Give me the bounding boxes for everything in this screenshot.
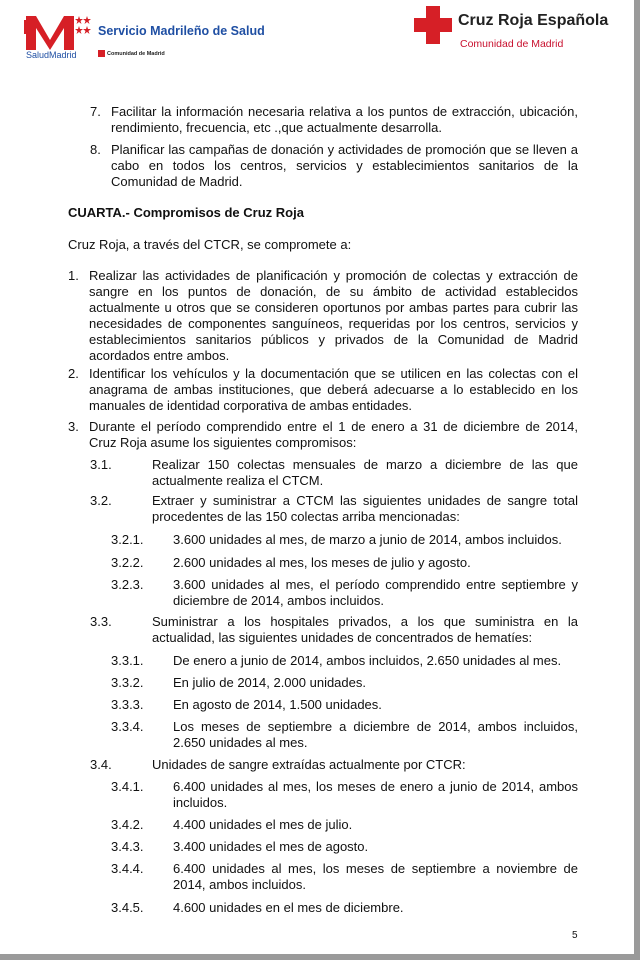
sub-item-number: 3.3. bbox=[90, 614, 112, 629]
sub-item-number: 3.2. bbox=[90, 493, 112, 508]
list-item-text: Durante el período comprendido entre el 1 de enero a 31 de diciembre de 2014, Cruz Roja asume los siguientes compromisos: bbox=[89, 419, 578, 450]
sub-item-number: 3.2.1. bbox=[111, 532, 144, 547]
sub-item-number: 3.3.3. bbox=[111, 697, 144, 712]
sub-item-text: De enero a junio de 2014, ambos incluidos, 2.650 unidades al mes. bbox=[173, 653, 562, 668]
sub-item-number: 3.4.3. bbox=[111, 839, 144, 854]
sub-item-number: 3.2.3. bbox=[111, 577, 144, 592]
sub-item-text: Los meses de septiembre a diciembre de 2014, ambos incluidos, 2.650 unidades al mes. bbox=[173, 719, 578, 750]
sub-item-text: 3.400 unidades el mes de agosto. bbox=[173, 839, 369, 854]
sub-item-number: 3.1. bbox=[90, 457, 112, 472]
list-item-text: Facilitar la información necesaria relativa a los puntos de extracción, ubicación, rendimiento, frecuencia, etc .,que actualmente desarrolla. bbox=[111, 104, 578, 135]
comunidad-madrid-text: Comunidad de Madrid bbox=[107, 50, 165, 57]
list-item-text: Identificar los vehículos y la documentación que se utilicen en las colectas con el anagrama de ambas instituciones, que deberá adecuarse a lo establecido en los manuales de identidad corporativa de ambas entidades. bbox=[89, 366, 578, 413]
sub-item-text: 3.600 unidades al mes, el período comprendido entre septiembre y diciembre de 2014, ambos incluidos. bbox=[173, 577, 578, 608]
list-item-number: 1. bbox=[68, 268, 79, 283]
list-item-number: 7. bbox=[90, 104, 101, 119]
list-item-text: Planificar las campañas de donación y actividades de promoción que se lleven a cabo en todos los centros, servicios y establecimientos sanitarios de la Comunidad de Madrid. bbox=[111, 142, 578, 189]
sub-item-number: 3.4. bbox=[90, 757, 112, 772]
sub-item-number: 3.4.4. bbox=[111, 861, 144, 876]
sub-item-number: 3.4.2. bbox=[111, 817, 144, 832]
section-heading: CUARTA.- Compromisos de Cruz Roja bbox=[68, 205, 304, 220]
cruz-roja-subtitle: Comunidad de Madrid bbox=[460, 38, 564, 50]
sub-item-text: En julio de 2014, 2.000 unidades. bbox=[173, 675, 366, 690]
sub-item-text: 6.400 unidades al mes, los meses de septiembre a noviembre de 2014, ambos incluidos. bbox=[173, 861, 578, 892]
sms-title: Servicio Madrileño de Salud bbox=[98, 24, 265, 38]
sub-item-number: 3.2.2. bbox=[111, 555, 144, 570]
sub-item-text: 4.400 unidades el mes de julio. bbox=[173, 817, 353, 832]
sub-item-text: 6.400 unidades al mes, los meses de enero a junio de 2014, ambos incluidos. bbox=[173, 779, 578, 810]
sub-item-number: 3.4.1. bbox=[111, 779, 144, 794]
sub-item-text: En agosto de 2014, 1.500 unidades. bbox=[173, 697, 382, 712]
cruz-roja-title: Cruz Roja Española bbox=[458, 12, 609, 29]
list-item-number: 2. bbox=[68, 366, 79, 381]
sub-item-text: 4.600 unidades en el mes de diciembre. bbox=[173, 900, 404, 915]
sub-item-text: Unidades de sangre extraídas actualmente por CTCR: bbox=[152, 757, 466, 772]
list-item-number: 8. bbox=[90, 142, 101, 157]
intro-paragraph: Cruz Roja, a través del CTCR, se compromete a: bbox=[68, 237, 352, 252]
sub-item-text: Suministrar a los hospitales privados, a los que suministra en la actualidad, las siguientes unidades de concentrados de hematíes: bbox=[152, 614, 578, 645]
sub-item-text: Extraer y suministrar a CTCM las siguientes unidades de sangre total procedentes de las 150 colectas arriba mencionadas: bbox=[152, 493, 578, 524]
sub-item-text: 2.600 unidades al mes, los meses de julio y agosto. bbox=[173, 555, 471, 570]
page-number: 5 bbox=[572, 930, 578, 941]
sub-item-text: Realizar 150 colectas mensuales de marzo a diciembre de las que actualmente realiza el CTCM. bbox=[152, 457, 578, 488]
list-item-number: 3. bbox=[68, 419, 79, 434]
list-item-text: Realizar las actividades de planificación y promoción de colectas y extracción de sangre en los puntos de donación, de su ámbito de actividad establecidos actualmente u otros que se consideren oportunos por ambas partes para cubrir las necesidades de componentes sanguíneos, requeridas por los centros, servicios y establecimientos sanitarios públicos y privados de la Comunidad de Madrid acordados entre ambos. bbox=[89, 268, 578, 363]
sub-item-number: 3.3.4. bbox=[111, 719, 144, 734]
sub-item-number: 3.4.5. bbox=[111, 900, 144, 915]
sub-item-number: 3.3.1. bbox=[111, 653, 144, 668]
salud-madrid-text: SaludMadrid bbox=[26, 50, 77, 60]
red-cross-icon bbox=[414, 6, 452, 44]
sub-item-text: 3.600 unidades al mes, de marzo a junio de 2014, ambos incluidos. bbox=[173, 532, 562, 547]
salud-madrid-logo bbox=[24, 12, 96, 62]
comunidad-madrid-label bbox=[98, 50, 165, 57]
sub-item-number: 3.3.2. bbox=[111, 675, 144, 690]
comunidad-madrid-flag-icon bbox=[98, 50, 105, 57]
